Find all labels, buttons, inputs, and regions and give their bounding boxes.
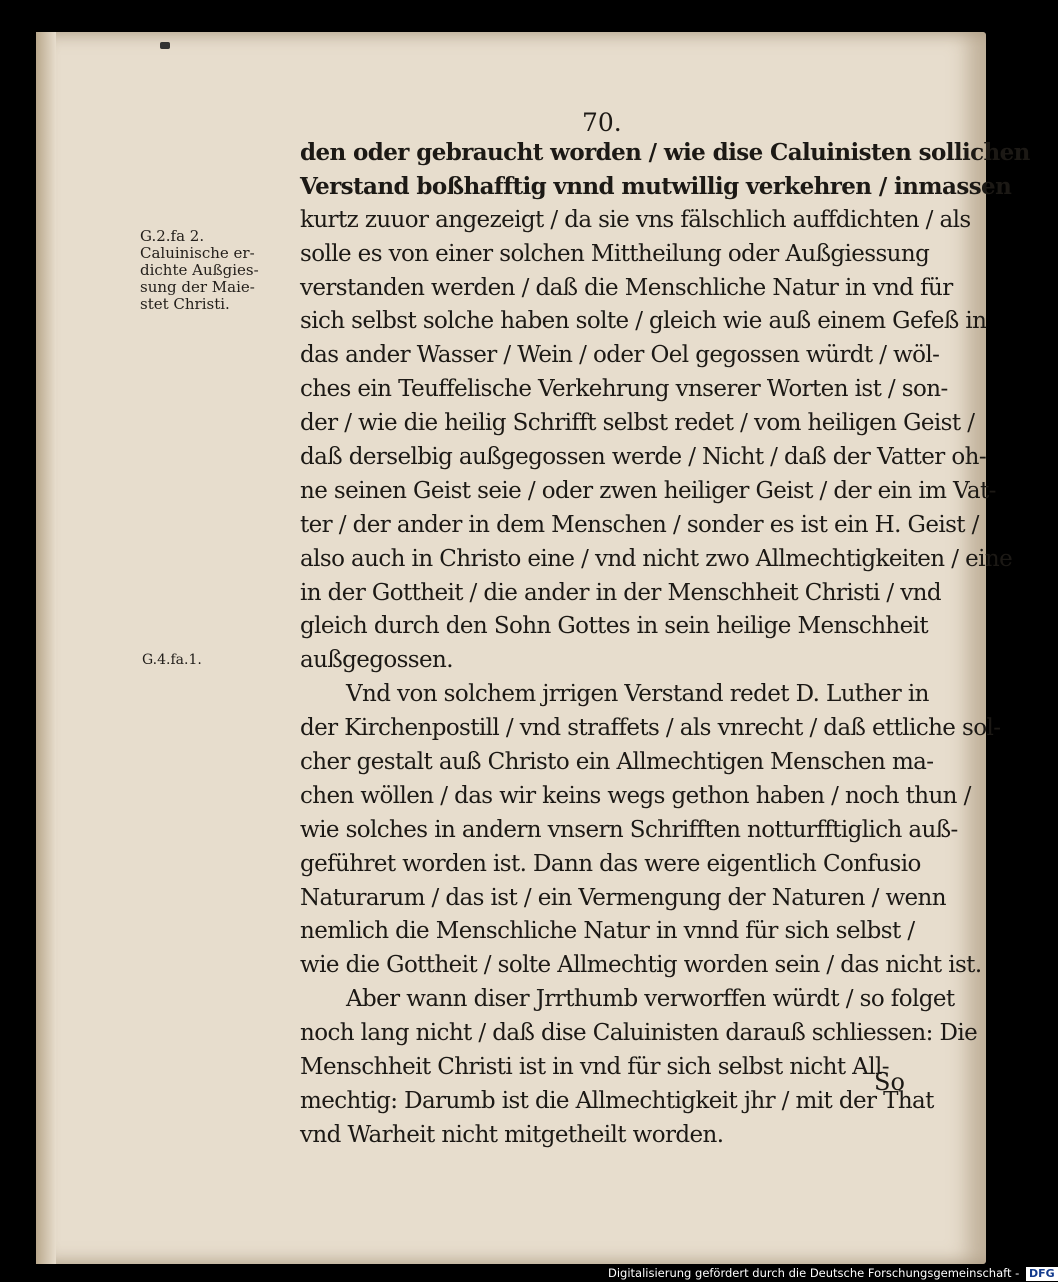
text-line: ches ein Teuffelische Verkehrung vnserer Worten ist / son- xyxy=(300,376,948,403)
text-line: ne seinen Geist seie / oder zwen heiliger Geist / der ein im Vat- xyxy=(300,477,996,504)
margin-note-line: stet Christi. xyxy=(140,295,230,313)
text-line: mechtig: Darumb ist die Allmechtigkeit jhr / mit der That xyxy=(300,1087,934,1114)
text-line: Naturarum / das ist / ein Vermengung der Naturen / wenn xyxy=(300,884,946,911)
margin-note-line: G.4.fa.1. xyxy=(142,652,202,668)
text-line: das ander Wasser / Wein / oder Oel gegossen würdt / wöl- xyxy=(300,342,940,369)
digitization-footer xyxy=(608,1264,1058,1282)
catchword: So xyxy=(874,1068,905,1096)
text-line: wie solches in andern vnsern Schrifften notturfftiglich auß- xyxy=(300,816,958,843)
text-line: chen wöllen / das wir keins wegs gethon haben / noch thun / xyxy=(300,782,971,809)
text-line: Vnd von solchem jrrigen Verstand redet D. Luther in xyxy=(346,681,929,708)
page-binding-edge xyxy=(36,32,56,1264)
text-line: daß derselbig außgegossen werde / Nicht / daß der Vatter oh- xyxy=(300,444,987,471)
text-line: verstanden werden / daß die Menschliche Natur in vnd für xyxy=(300,274,953,301)
ink-speck xyxy=(160,42,170,49)
text-line: cher gestalt auß Christo ein Allmechtigen Menschen ma- xyxy=(300,749,934,776)
text-line: vnd Warheit nicht mitgetheilt worden. xyxy=(300,1121,724,1148)
text-line: in der Gottheit / die ander in der Menschheit Christi / vnd xyxy=(300,579,941,606)
text-line: ter / der ander in dem Menschen / sonder es ist ein H. Geist / xyxy=(300,511,979,538)
text-line: nemlich die Menschliche Natur in vnnd für sich selbst / xyxy=(300,918,915,945)
margin-note-2 xyxy=(142,652,202,669)
footer-text: Digitalisierung gefördert durch die Deutsche Forschungsgemeinschaft - xyxy=(608,1266,1020,1280)
text-line: gleich durch den Sohn Gottes in sein heilige Menschheit xyxy=(300,613,929,640)
text-line: den oder gebraucht worden / wie dise Caluinisten sollichen xyxy=(300,139,1030,166)
text-line: kurtz zuuor angezeigt / da sie vns fälschlich auffdichten / als xyxy=(300,206,971,233)
text-line: also auch in Christo eine / vnd nicht zwo Allmechtigkeiten / eine xyxy=(300,545,1013,572)
margin-note-line: dichte Außgies- xyxy=(140,261,259,279)
text-line: solle es von einer solchen Mittheilung oder Außgiessung xyxy=(300,240,930,267)
text-line: außgegossen. xyxy=(300,647,453,674)
text-line: wie die Gottheit / solte Allmechtig worden sein / das nicht ist. xyxy=(300,952,982,979)
text-line: Aber wann diser Jrrthumb verworffen würdt / so folget xyxy=(346,986,955,1013)
text-line: Verstand boßhafftig vnnd mutwillig verkehren / inmassen xyxy=(300,172,1012,200)
text-line: noch lang nicht / daß dise Caluinisten darauß schliessen: Die xyxy=(300,1020,978,1047)
text-line: sich selbst solche haben solte / gleich wie auß einem Gefeß in xyxy=(300,308,987,335)
text-line: der Kirchenpostill / vnd straffets / als vnrecht / daß ettliche sol- xyxy=(300,715,1001,742)
text-line: Menschheit Christi ist in vnd für sich selbst nicht All- xyxy=(300,1054,889,1081)
margin-note-line: Caluinische er- xyxy=(140,244,255,262)
margin-note-1 xyxy=(140,228,259,313)
page-number: 70. xyxy=(582,108,622,137)
text-line: der / wie die heilig Schrifft selbst redet / vom heiligen Geist / xyxy=(300,410,975,437)
margin-note-line: sung der Maie- xyxy=(140,278,255,296)
body-text xyxy=(300,136,1030,1153)
margin-note-line: G.2.fa 2. xyxy=(140,227,205,245)
dfg-logo-icon: DFG xyxy=(1026,1267,1058,1281)
text-line: geführet worden ist. Dann das were eigentlich Confusio xyxy=(300,850,921,877)
